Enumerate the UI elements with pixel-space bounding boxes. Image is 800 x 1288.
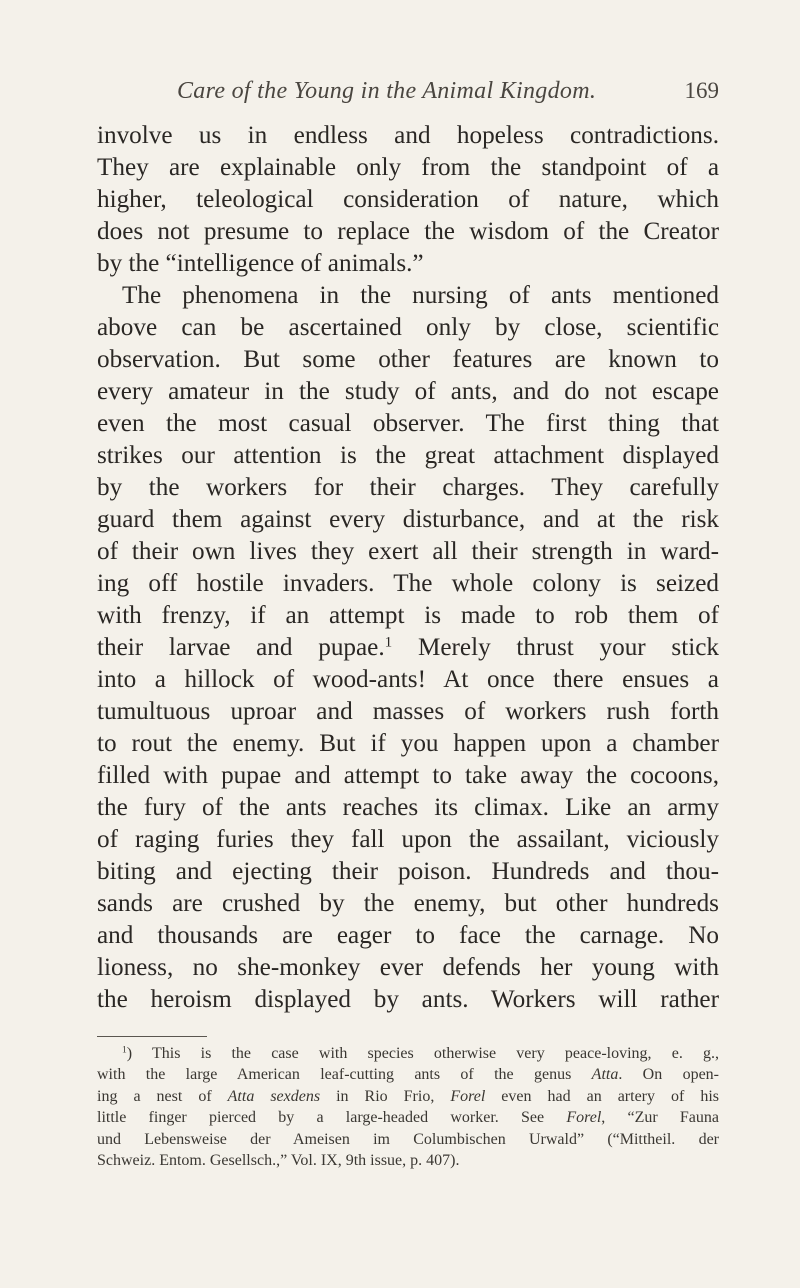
text-line-with-note xyxy=(97,632,719,664)
text-line: with frenzy, if an attempt is made to rob them of xyxy=(97,602,719,629)
text-line: does not presume to replace the wisdom of the Creator xyxy=(97,218,719,245)
text-line: ing off hostile invaders. The whole colony is seized xyxy=(97,570,719,597)
text-line: filled with pupae and attempt to take away the cocoons, xyxy=(97,762,719,789)
text-line: to rout the enemy. But if you happen upon a chamber xyxy=(97,730,719,757)
footnote-text: in Rio Frio, xyxy=(320,1087,451,1105)
footnote-text: little finger pierced by a large-headed worker. See xyxy=(97,1109,567,1127)
text-line: sands are crushed by the enemy, but other hundreds xyxy=(97,890,719,917)
footnote-text: ing a nest of xyxy=(97,1087,228,1105)
text-line: higher, teleological consideration of nature, which xyxy=(97,186,719,213)
text-line: the fury of the ants reaches its climax. Like an army xyxy=(97,794,719,821)
page-number: 169 xyxy=(684,78,719,103)
footnote-line xyxy=(97,1086,719,1107)
text-line: They are explainable only from the standpoint of a xyxy=(97,154,719,181)
text-line: the heroism displayed by ants. Workers will rather xyxy=(97,986,719,1013)
text-line: and thousands are eager to face the carnage. No xyxy=(97,922,719,949)
footnote-italic: Atta xyxy=(591,1066,619,1084)
text-line: tumultuous uproar and masses of workers rush forth xyxy=(97,698,719,725)
footnote-divider xyxy=(97,1036,207,1037)
text-line: of raging furies they fall upon the assailant, viciously xyxy=(97,826,719,853)
text-line: guard them against every disturbance, and at the risk xyxy=(97,506,719,533)
footnote-text: ) This is the case with species otherwise very peace-loving, e. g., xyxy=(126,1045,719,1062)
text-line: strikes our attention is the great attachment displayed xyxy=(97,442,719,469)
footnote-italic: Atta sexdens xyxy=(227,1087,321,1105)
footnote-italic: Forel xyxy=(566,1109,602,1127)
text-line: involve us in endless and hopeless contradictions. xyxy=(97,122,719,149)
footnote-italic: Forel xyxy=(450,1087,486,1105)
text-line: The phenomena in the nursing of ants mentioned xyxy=(122,282,719,309)
footnote-line: Schweiz. Entom. Gesellsch.,” Vol. IX, 9th issue, p. 407). xyxy=(97,1151,460,1169)
text-line: into a hillock of wood-ants! At once there ensues a xyxy=(97,666,719,693)
footnote-line xyxy=(97,1107,719,1128)
footnote-line: und Lebensweise der Ameisen im Columbischen Urwald” (“Mittheil. der xyxy=(97,1130,719,1148)
text-line: biting and ejecting their poison. Hundreds and thou- xyxy=(97,858,719,885)
text-line: lioness, no she-monkey ever defends her young with xyxy=(97,954,719,981)
text-segment: their larvae and pupae. xyxy=(97,634,385,661)
text-line: above can be ascertained only by close, scientific xyxy=(97,314,719,341)
footnote-reference: 1 xyxy=(384,634,393,651)
footnote-text: . On open- xyxy=(618,1066,720,1084)
footnote-line xyxy=(97,1043,719,1064)
footnote-text: , “Zur Fauna xyxy=(601,1109,720,1127)
page-header xyxy=(97,78,719,112)
text-line: by the workers for their charges. They carefully xyxy=(97,474,719,501)
footnote-marker: 1 xyxy=(122,1044,127,1056)
footnote-line xyxy=(97,1064,719,1085)
text-line: observation. But some other features are known to xyxy=(97,346,719,373)
text-line: by the “intelligence of animals.” xyxy=(97,250,424,277)
text-line: even the most casual observer. The first thing that xyxy=(97,410,719,437)
footnote xyxy=(97,1043,719,1171)
running-head: Care of the Young in the Animal Kingdom. xyxy=(177,78,597,104)
book-page xyxy=(97,78,719,1171)
text-line: every amateur in the study of ants, and do not escape xyxy=(97,378,719,405)
footnote-text: with the large American leaf-cutting ants of the genus xyxy=(97,1066,592,1084)
text-line: of their own lives they exert all their strength in ward- xyxy=(97,538,719,565)
text-segment: Merely thrust your stick xyxy=(392,634,719,661)
body-text xyxy=(97,120,719,1016)
footnote-text: even had an artery of his xyxy=(485,1087,720,1105)
